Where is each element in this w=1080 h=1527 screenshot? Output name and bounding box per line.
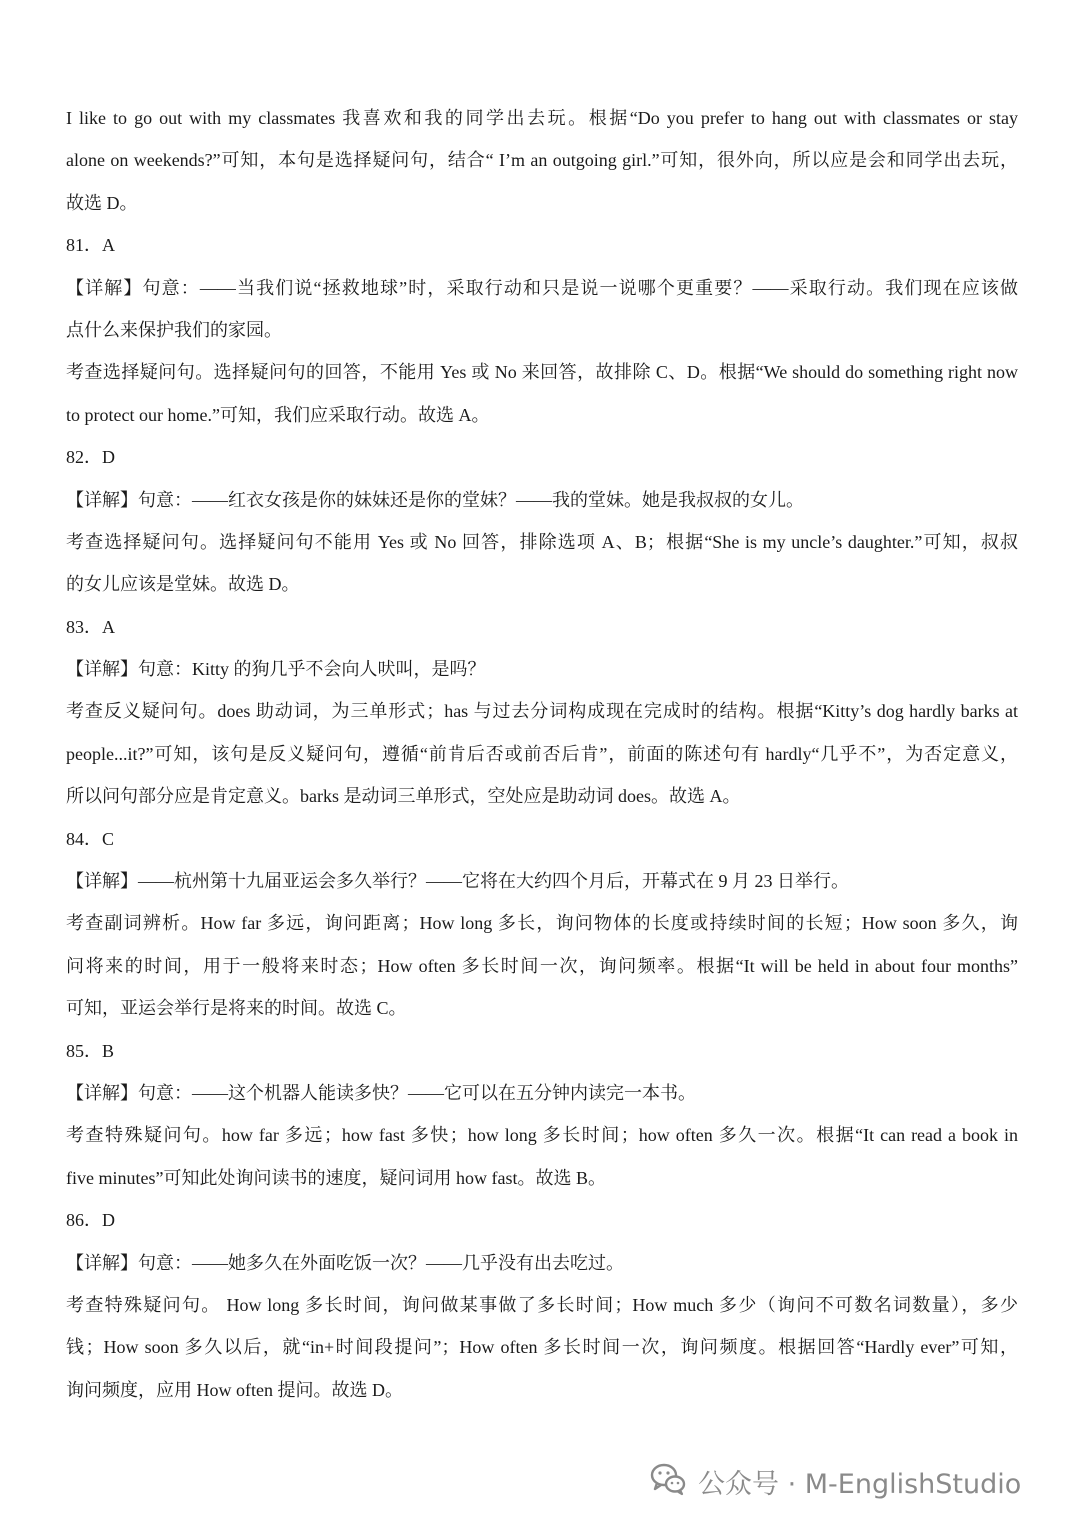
question-number: 85．B [66,1040,115,1061]
text-line: 钱；How soon 多久以后，就“in+时间段提问”；How often 多长时间一次，询问频度。根据回答“Hardly ever”可知， [66,1337,1018,1358]
text-line: alone on weekends?”可知，本句是选择疑问句，结合“ I’m an outgoing girl.”可知，很外向，所以应是会和同学出去玩， [66,150,1018,171]
wechat-icon [648,1458,688,1505]
text-line: 的女儿应该是堂妹。故选 D。 [66,574,300,595]
text-line: 可知，亚运会举行是将来的时间。故选 C。 [66,998,407,1019]
text-line: 【详解】句意：——红衣女孩是你的妹妹还是你的堂妹？——我的堂妹。她是我叔叔的女儿。 [66,489,804,510]
question-number: 81．A [66,235,115,256]
question-number: 83．A [66,616,115,637]
watermark-text: 公众号 · M-EnglishStudio [698,1469,1022,1500]
text-line: I like to go out with my classmates 我喜欢和我的同学出去玩。根据“Do you prefer to hang out with classmates or stay [66,108,1018,128]
text-line: 问将来的时间，用于一般将来时态；How often 多长时间一次，询问频率。根据“It will be held in about four months” [66,955,1018,976]
text-line: five minutes”可知此处询问读书的速度，疑问词用 how fast。故选 B。 [66,1167,606,1188]
watermark [648,1458,1021,1505]
text-line: 考查特殊疑问句。how far 多远；how fast 多快；how long 多长时间；how often 多久一次。根据“It can read a book in [66,1125,1018,1146]
text-line: 【详解】句意：——当我们说“拯救地球”时，采取行动和只是说一说哪个更重要？——采取行动。我们现在应该做 [66,277,1018,298]
text-line: 【详解】——杭州第十九届亚运会多久举行？——它将在大约四个月后，开幕式在 9 月 23 日举行。 [66,871,849,892]
text-line: 考查选择疑问句。选择疑问句不能用 Yes 或 No 回答，排除选项 A、B；根据“She is my uncle’s daughter.”可知，叔叔 [66,531,1018,552]
question-number: 86．D [66,1210,115,1231]
text-line: 【详解】句意：——她多久在外面吃饭一次？——几乎没有出去吃过。 [66,1252,624,1273]
text-line: 【详解】句意：——这个机器人能读多快？——它可以在五分钟内读完一本书。 [66,1082,696,1103]
text-line: 点什么来保护我们的家园。 [66,319,282,340]
document-body [66,97,1018,1411]
question-number: 84．C [66,828,115,849]
text-line: 询问频度，应用 How often 提问。故选 D。 [66,1379,403,1400]
text-line: 考查选择疑问句。选择疑问句的回答，不能用 Yes 或 No 来回答，故排除 C、D。根据“We should do something right now [66,362,1018,383]
text-line: 考查特殊疑问句。 How long 多长时间，询问做某事做了多长时间；How much 多少（询问不可数名词数量），多少 [66,1294,1018,1315]
text-line: 故选 D。 [66,192,138,213]
text-line: 考查反义疑问句。does 助动词，为三单形式；has 与过去分词构成现在完成时的结构。根据“Kitty’s dog hardly barks at [66,701,1018,722]
text-line: 考查副词辨析。How far 多远，询问距离；How long 多长，询问物体的长度或持续时间的长短；How soon 多久，询 [66,913,1018,934]
text-line: to protect our home.”可知，我们应采取行动。故选 A。 [66,404,490,425]
question-number: 82．D [66,447,115,468]
text-line: 【详解】句意：Kitty 的狗几乎不会向人吠叫，是吗？ [66,659,486,680]
text-line: 所以问句部分应是肯定意义。barks 是动词三单形式，空处应是助动词 does。故选 A。 [66,786,741,807]
text-line: people...it?”可知，该句是反义疑问句，遵循“前肯后否或前否后肯”，前面的陈述句有 hardly“几乎不”，为否定意义， [66,743,1018,764]
